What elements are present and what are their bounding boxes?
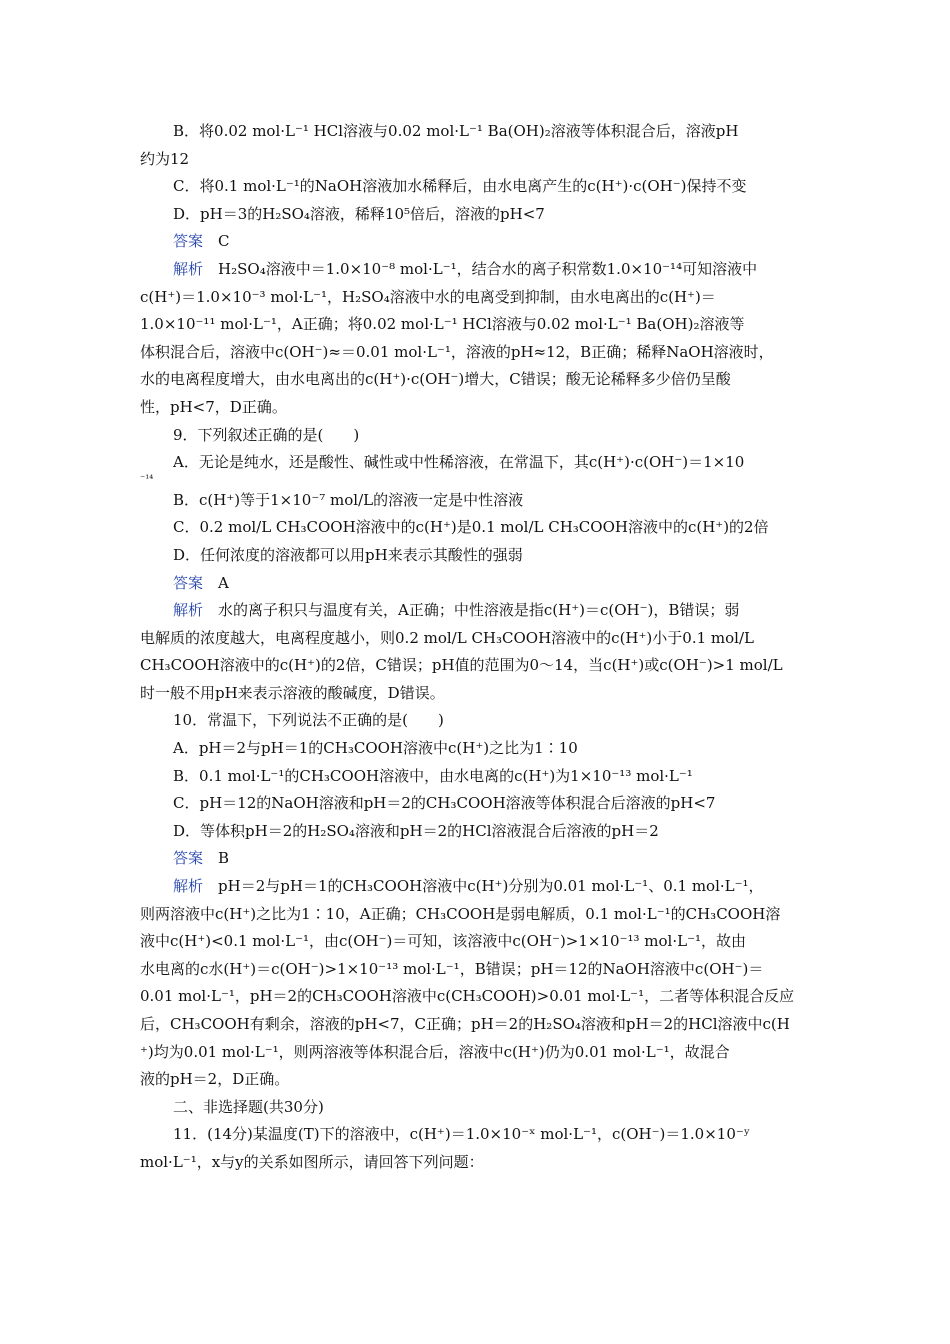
text-line: [140, 1121, 812, 1149]
text-line: [140, 201, 812, 229]
line-text: 水的电离程度增大，由水电离出的c(H⁺)·c(OH⁻)增大，C错误；酸无论稀释多少倍仍呈酸: [140, 370, 731, 389]
text-line: [140, 228, 812, 256]
line-text: 体积混合后，溶液中c(OH⁻)≈＝0.01 mol·L⁻¹，溶液的pH≈12，B正确；稀释NaOH溶液时，: [140, 342, 774, 361]
text-line: [140, 514, 812, 542]
line-text: 性，pH<7，D正确。: [140, 397, 287, 416]
line-text: CH₃COOH溶液中的c(H⁺)的2倍，C错误；pH值的范围为0～14，当c(H⁺)或c(OH⁻)>1 mol/L: [140, 656, 783, 675]
line-text: C．0.2 mol/L CH₃COOH溶液中的c(H⁺)是0.1 mol/L CH₃COOH溶液中的c(H⁺)的2倍: [173, 518, 769, 537]
text-line: [140, 790, 812, 818]
text-line: [140, 597, 812, 625]
line-text: 液的pH＝2，D正确。: [140, 1070, 290, 1089]
analysis-label: 解析: [173, 601, 204, 620]
answer-label: 答案: [173, 232, 204, 251]
text-line: [140, 1066, 812, 1094]
answer-label: 答案: [173, 573, 204, 592]
text-line: [140, 449, 812, 477]
text-line: [140, 707, 812, 735]
text-line: [140, 1011, 812, 1039]
text-line: [140, 422, 812, 450]
text-line: [140, 339, 812, 367]
text-line: [140, 956, 812, 984]
text-line: [140, 1094, 812, 1122]
line-text: H₂SO₄溶液中＝1.0×10⁻⁸ mol·L⁻¹，结合水的离子积常数1.0×10⁻¹⁴可知溶液中: [218, 259, 758, 278]
line-text: mol·L⁻¹，x与y的关系如图所示，请回答下列问题：: [140, 1152, 484, 1171]
line-text: ⁺)均为0.01 mol·L⁻¹，则两溶液等体积混合后，溶液中c(H⁺)仍为0.01 mol·L⁻¹，故混合: [140, 1042, 730, 1061]
line-text: pH＝2与pH＝1的CH₃COOH溶液中c(H⁺)分别为0.01 mol·L⁻¹、0.1 mol·L⁻¹，: [218, 877, 764, 896]
text-line: [140, 542, 812, 570]
line-text: 液中c(H⁺)<0.1 mol·L⁻¹，由c(OH⁻)＝可知，该溶液中c(OH⁻)>1×10⁻¹³ mol·L⁻¹，故由: [140, 932, 747, 951]
text-line: [140, 146, 812, 174]
text-line: [140, 983, 812, 1011]
line-text: B: [218, 849, 230, 868]
text-line: [140, 735, 812, 763]
answer-label: 答案: [173, 849, 204, 868]
text-line: [140, 928, 812, 956]
text-line: [140, 118, 812, 146]
analysis-label: 解析: [173, 259, 204, 278]
line-text: C．pH＝12的NaOH溶液和pH＝2的CH₃COOH溶液等体积混合后溶液的pH<7: [173, 794, 716, 813]
line-text: 电解质的浓度越大，电离程度越小，则0.2 mol/L CH₃COOH溶液中的c(H⁺)小于0.1 mol/L: [140, 628, 754, 647]
text-line: [140, 570, 812, 598]
text-line: [140, 394, 812, 422]
text-line: [140, 1039, 812, 1067]
line-text: A．pH＝2与pH＝1的CH₃COOH溶液中c(H⁺)之比为1∶10: [173, 739, 578, 758]
line-text: 10．常温下，下列说法不正确的是( ): [173, 711, 444, 730]
line-text: C: [218, 232, 230, 251]
line-text: B．将0.02 mol·L⁻¹ HCl溶液与0.02 mol·L⁻¹ Ba(OH)₂溶液等体积混合后，溶液pH: [173, 122, 739, 140]
line-text: A．无论是纯水，还是酸性、碱性或中性稀溶液，在常温下，其c(H⁺)·c(OH⁻)＝1×10: [173, 453, 745, 472]
text-line: [140, 1149, 812, 1177]
analysis-label: 解析: [173, 877, 204, 896]
line-text: C．将0.1 mol·L⁻¹的NaOH溶液加水稀释后，由水电离产生的c(H⁺)·c(OH⁻)保持不变: [173, 177, 747, 196]
text-line: [140, 366, 812, 394]
text-line: [140, 652, 812, 680]
text-line: [140, 845, 812, 873]
text-line: [140, 284, 812, 312]
line-text: ⁻¹⁴: [140, 473, 154, 485]
line-text: D．任何浓度的溶液都可以用pH来表示其酸性的强弱: [173, 545, 523, 564]
line-text: 约为12: [140, 149, 190, 168]
text-line: [140, 625, 812, 653]
line-text: 0.01 mol·L⁻¹，pH＝2的CH₃COOH溶液中c(CH₃COOH)>0.01 mol·L⁻¹，二者等体积混合反应: [140, 987, 795, 1006]
text-line: [140, 311, 812, 339]
text-line: [140, 680, 812, 708]
line-text: B．0.1 mol·L⁻¹的CH₃COOH溶液中，由水电离的c(H⁺)为1×10⁻¹³ mol·L⁻¹: [173, 766, 693, 785]
line-text: 后，CH₃COOH有剩余，溶液的pH<7，C正确；pH＝2的H₂SO₄溶液和pH＝2的HCl溶液中c(H: [140, 1015, 790, 1033]
line-text: B．c(H⁺)等于1×10⁻⁷ mol/L的溶液一定是中性溶液: [173, 490, 524, 509]
text-line: [140, 763, 812, 791]
line-text: D．pH＝3的H₂SO₄溶液，稀释10⁵倍后，溶液的pH<7: [173, 204, 545, 223]
line-text: 水的离子积只与温度有关，A正确；中性溶液是指c(H⁺)＝c(OH⁻)，B错误；弱: [218, 601, 740, 620]
text-line: [140, 256, 812, 284]
text-line: [140, 901, 812, 929]
line-text: 二、非选择题(共30分): [173, 1097, 324, 1116]
line-text: 时一般不用pH来表示溶液的酸碱度，D错误。: [140, 683, 445, 702]
line-text: D．等体积pH＝2的H₂SO₄溶液和pH＝2的HCl溶液混合后溶液的pH＝2: [173, 821, 659, 840]
text-line: [140, 873, 812, 901]
text-line: [140, 818, 812, 846]
line-text: 9．下列叙述正确的是( ): [173, 425, 360, 444]
line-text: 11．(14分)某温度(T)下的溶液中，c(H⁺)＝1.0×10⁻ˣ mol·L⁻¹，c(OH⁻)＝1.0×10⁻ʸ: [173, 1125, 751, 1144]
line-text: c(H⁺)＝1.0×10⁻³ mol·L⁻¹，H₂SO₄溶液中水的电离受到抑制，由水电离出的c(H⁺)＝: [140, 287, 716, 306]
text-line: [140, 487, 812, 515]
text-line: [140, 173, 812, 201]
line-text: A: [218, 573, 229, 592]
line-text: 水电离的c水(H⁺)＝c(OH⁻)>1×10⁻¹³ mol·L⁻¹，B错误；pH＝12的NaOH溶液中c(OH⁻)＝: [140, 959, 764, 978]
line-text: 则两溶液中c(H⁺)之比为1∶10，A正确；CH₃COOH是弱电解质，0.1 mol·L⁻¹的CH₃COOH溶: [140, 904, 781, 923]
line-text: 1.0×10⁻¹¹ mol·L⁻¹，A正确；将0.02 mol·L⁻¹ HCl溶液与0.02 mol·L⁻¹ Ba(OH)₂溶液等: [140, 315, 745, 334]
